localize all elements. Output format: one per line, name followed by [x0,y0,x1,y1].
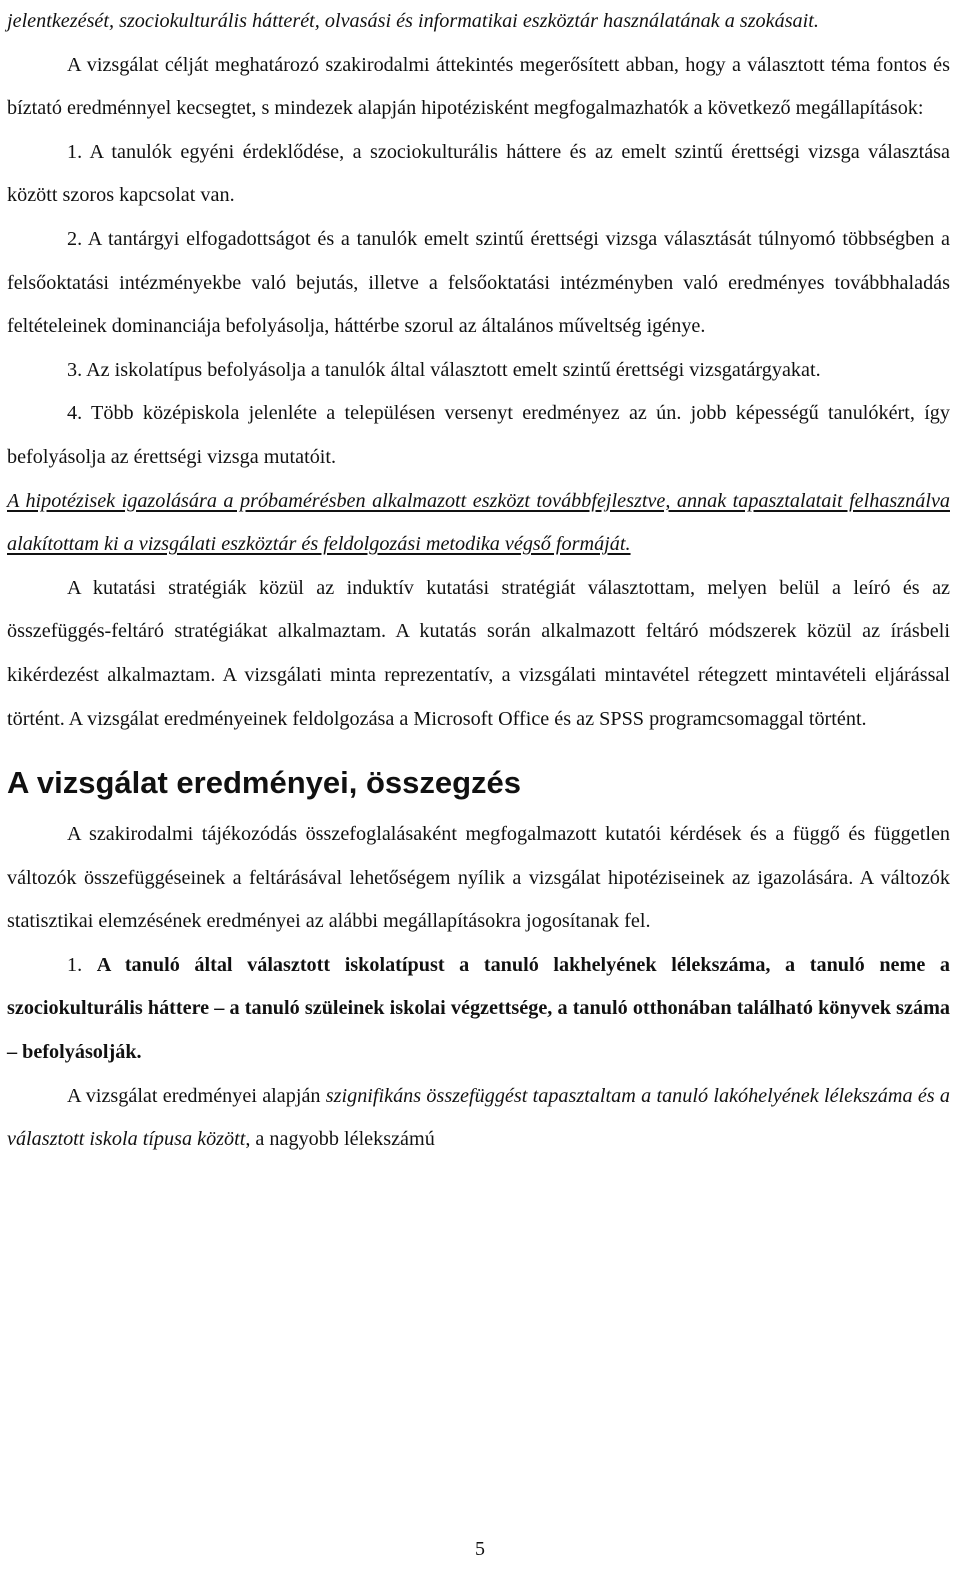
results-text-significant: szignifikáns összefüggést tapasztaltam a tanuló lakóhelyének lélekszáma és a választott iskola típusa között [7,1084,951,1151]
hypothesis-4: 4. Több középiskola jelenléte a településen versenyt eredményez az ún. jobb képességű tanulókért, így befolyásolja az érettségi vizsga mutatóit. [7,402,950,468]
results-text-c: , a nagyobb lélekszámú [245,1128,435,1151]
page-number: 5 [475,1538,485,1560]
paragraph-literature-review: A vizsgálat célját meghatározó szakirodalmi áttekintés megerősített abban, hogy a választott téma fontos és bíztató eredménnyel kecsegtet, s mindezek alapján hipotézisként megfogalmazhatók a következő megállapítások: [7,53,950,120]
hypothesis-1: 1. A tanulók egyéni érdeklődése, a szociokulturális háttere és az emelt szintű érettségi vizsga választása között szoros kapcsolat van. [7,140,950,207]
results-text-a: A vizsgálat eredményei alapján [67,1084,326,1107]
document-page [7,0,950,1162]
hypothesis-3: 3. Az iskolatípus befolyásolja a tanulók által választott emelt szintű érettségi vizsgatárgyakat. [67,358,821,381]
result-1-number: 1. [67,953,97,976]
paragraph-tool-development: A hipotézisek igazolására a próbamérésben alkalmazott eszközt továbbfejlesztve, annak tapasztalatait felhasználva alakítottam ki a vizsgálati eszköztár és feldolgozási metodika végső formáját. [7,489,950,556]
paragraph-intro-continued: jelentkezését, szociokulturális hátterét, olvasási és informatikai eszköztár használatának a szokásait. [7,10,819,32]
paragraph-research-method: A kutatási stratégiák közül az induktív kutatási stratégiát választottam, melyen belül a leíró és az összefüggés-feltáró stratégiákat alkalmaztam. A kutatás során alkalmazott feltáró módszerek közül az írásbeli kikérdezést alkalmaztam. A vizsgálati minta reprezentatív, a vizsgálati mintavétel rétegzett mintavételi eljárással történt. A vizsgálat eredményeinek feldolgozása a Microsoft Office és az SPSS programcsomaggal történt. [7,576,950,730]
paragraph-summary: A szakirodalmi tájékozódás összefoglalásaként megfogalmazott kutatói kérdések és a függő és független változók összefüggéseinek a feltárásával lehetőségem nyílik a vizsgálat hipotéziseinek az igazolására. A változók statisztikai elemzésének eredményei az alábbi megállapításokra jogosítanak fel. [7,823,950,933]
section-heading: A vizsgálat eredményei, összegzés [7,765,522,801]
paragraph-results [7,1075,950,1162]
hypothesis-2: 2. A tantárgyi elfogadottságot és a tanulók emelt szintű érettségi vizsga választását túlnyomó többségben a felsőoktatási intézményekbe való bejutás, illetve a felsőoktatási intézményben való eredményes továbbhaladás feltételeinek dominanciája befolyásolja, háttérbe szorul az általános műveltség igénye. [7,227,950,338]
result-1 [7,944,950,1075]
result-1-text: A tanuló által választott iskolatípust a tanuló lakhelyének lélekszáma, a tanuló neme a szociokulturális háttere – a tanuló szüleinek iskolai végzettsége, a tanuló otthonában található könyvek száma – befolyásolják. [7,953,950,1064]
